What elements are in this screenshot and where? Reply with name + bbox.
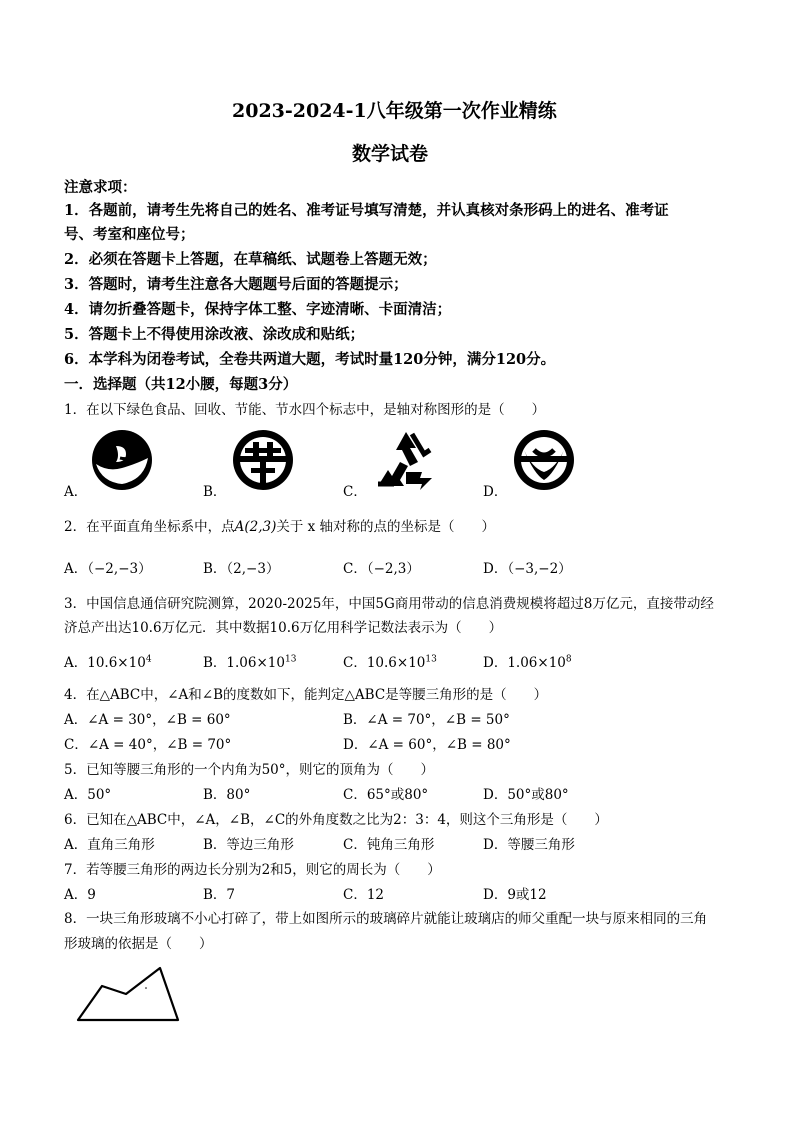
q1-option-a: A． [64, 484, 88, 500]
note-item: 3．答题时，请考生注意各大题题号后面的答题提示； [64, 276, 408, 293]
q7-stem: 7．若等腰三角形的两边长分别为2和5，则它的周长为（ ） [64, 862, 441, 878]
q3-d-exp: 8 [565, 654, 572, 665]
q4-option-c: C．∠A = 40°，∠B = 70° [64, 737, 232, 753]
q1-option-b: B． [203, 484, 227, 500]
q6-option-c: C．钝角三角形 [343, 837, 435, 853]
glass-fragment-figure [74, 962, 186, 1026]
q2-point: A(2,3) [234, 519, 277, 535]
recycle-arrows-logo-icon [372, 428, 440, 492]
q6-stem: 6．已知在△ABC中，∠A，∠B，∠C的外角度数之比为2：3：4，则这个三角形是（ ） [64, 812, 608, 828]
q5-stem: 5．已知等腰三角形的一个内角为50°，则它的顶角为（ ） [64, 762, 435, 778]
q5-option-a: A．50° [64, 787, 112, 803]
q2-stem-post: 关于 x 轴对称的点的坐标是（ ） [276, 519, 496, 535]
water-saving-logo-icon [512, 428, 576, 492]
q2-stem [64, 515, 495, 535]
q4-option-b: B．∠A = 70°，∠B = 50° [343, 712, 510, 728]
note-item: 1．各题前，请考生先将自己的姓名、准考证号填写清楚，并认真核对条形码上的进名、准考证 [64, 202, 669, 219]
recycle-round-logo-icon [231, 428, 295, 492]
q2-option-b: B．（2,−3） [203, 561, 280, 577]
q3-stem-line1: 3．中国信息通信研究院测算，2020-2025年，中国5G商用带动的信息消费规模将超过8万亿元，直接带动经 [64, 596, 714, 612]
q3-option-c [343, 651, 437, 671]
q3-a-base: A．10.6×10 [64, 655, 146, 671]
note-item: 5．答题卡上不得使用涂改液、涂改成和贴纸； [64, 326, 365, 343]
q4-option-a: A．∠A = 30°，∠B = 60° [64, 712, 231, 728]
q3-d-base: D．1.06×10 [483, 655, 566, 671]
q6-option-b: B．等边三角形 [203, 837, 294, 853]
q4-stem: 4．在△ABC中，∠A和∠B的度数如下，能判定△ABC是等腰三角形的是（ ） [64, 687, 548, 703]
note-item: 4．请勿折叠答题卡，保持字体工整、字迹清晰、卡面清洁； [64, 301, 452, 318]
q2-option-d: D．（−3,−2） [483, 561, 572, 577]
green-food-logo-icon [90, 428, 154, 492]
q6-option-d: D．等腰三角形 [483, 837, 575, 853]
q7-option-a: A．9 [64, 887, 96, 903]
q7-option-d: D．9或12 [483, 887, 547, 903]
q1-option-c: C． [343, 484, 367, 500]
q1-stem: 1．在以下绿色食品、回收、节能、节水四个标志中，是轴对称图形的是（ ） [64, 402, 546, 418]
exam-title: 2023-2024-1八年级第一次作业精练 [232, 100, 557, 122]
q3-option-d [483, 651, 572, 671]
q3-a-exp: 4 [145, 654, 152, 665]
section-heading: 一．选择题（共12小腰，每题3分） [64, 376, 298, 393]
q6-option-a: A．直角三角形 [64, 837, 155, 853]
note-item: 号、考室和座位号； [64, 226, 195, 243]
q3-b-exp: 13 [284, 654, 297, 665]
note-item: 6．本学科为闭卷考试，全卷共两道大题，考试时量120分钟，满分120分。 [64, 351, 556, 368]
q5-option-b: B．80° [203, 787, 251, 803]
q2-option-a: A．（−2,−3） [64, 561, 152, 577]
q2-stem-pre: 2．在平面直角坐标系中，点 [64, 519, 235, 535]
q3-c-base: C．10.6×10 [343, 655, 426, 671]
q8-stem-line2: 形玻璃的依据是（ ） [64, 936, 213, 952]
exam-subtitle: 数学试卷 [352, 143, 429, 165]
q5-option-d: D．50°或80° [483, 787, 569, 803]
q3-b-base: B．1.06×10 [203, 655, 285, 671]
q2-option-c: C．（−2,3） [343, 561, 420, 577]
q3-c-exp: 13 [425, 654, 437, 665]
notes-heading: 注意求项： [64, 179, 137, 196]
q7-option-b: B．7 [203, 887, 236, 903]
note-item: 2．必须在答题卡上答题，在草稿纸、试题卷上答题无效； [64, 251, 437, 268]
q3-option-a [64, 651, 152, 671]
q4-option-d: D．∠A = 60°，∠B = 80° [343, 737, 511, 753]
q3-stem-line2: 济总产出达10.6万亿元．其中数据10.6万亿用科学记数法表示为（ ） [64, 620, 503, 636]
q1-option-d: D． [483, 484, 508, 500]
q7-option-c: C．12 [343, 887, 385, 903]
q3-option-b [203, 651, 296, 671]
q5-option-c: C．65°或80° [343, 787, 429, 803]
q8-stem-line1: 8．一块三角形玻璃不小心打碎了，带上如图所示的玻璃碎片就能让玻璃店的师父重配一块与原来相同的三角 [64, 911, 708, 927]
